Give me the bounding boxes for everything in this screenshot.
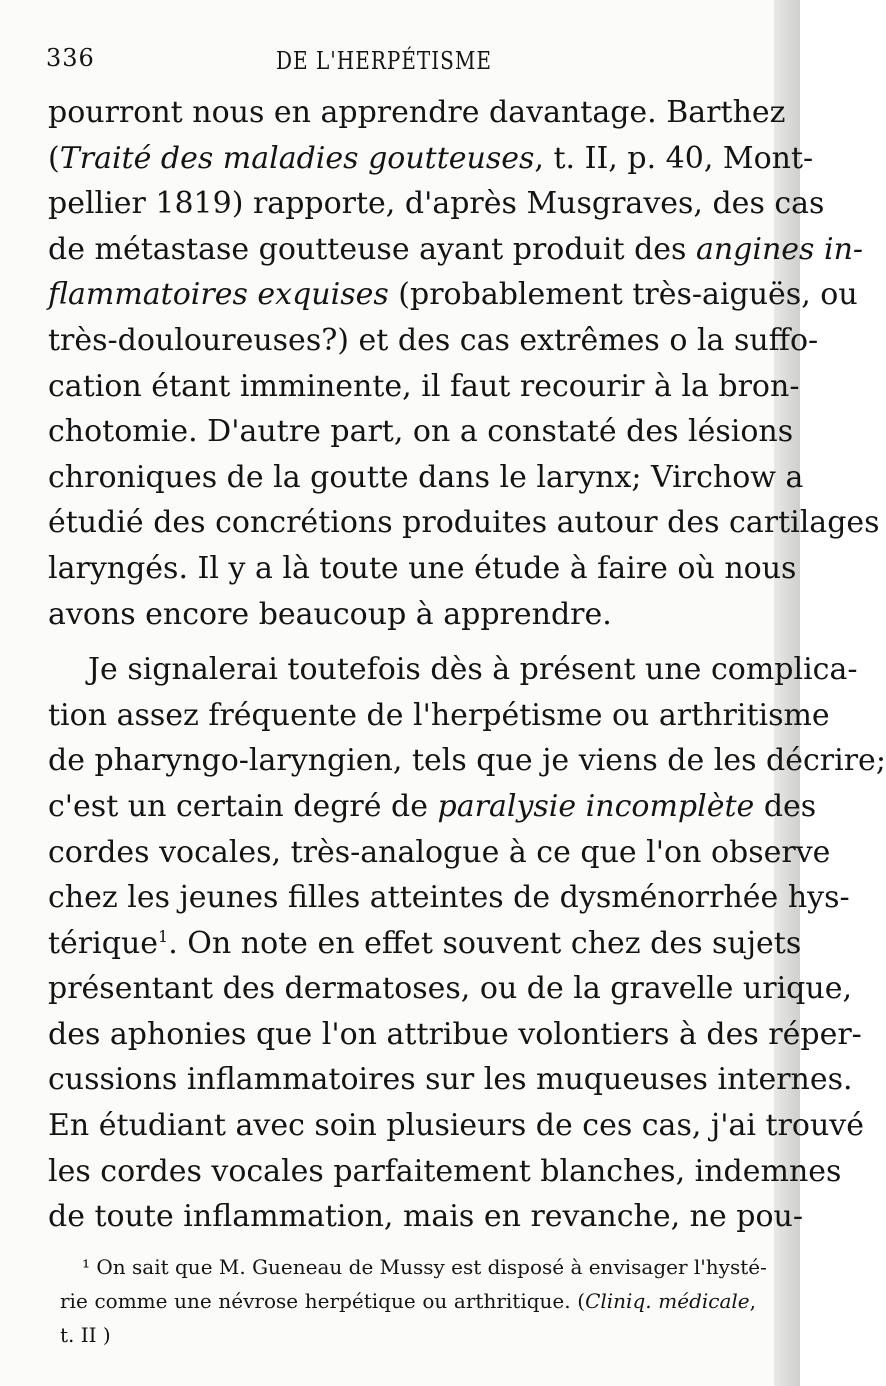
text-line: très-douloureuses?) et des cas extrêmes o la suffo- xyxy=(48,322,819,358)
italic-phrase: flammatoires exquises xyxy=(48,277,389,313)
text-line: cation étant imminente, il faut recourir à la bron- xyxy=(48,368,800,404)
text-line: c'est un certain degré de paralysie incomplète des xyxy=(48,788,817,824)
text-line: tion assez fréquente de l'herpétisme ou arthritisme xyxy=(48,697,830,733)
text-line: avons encore beaucoup à apprendre. xyxy=(48,596,612,632)
footnote xyxy=(60,1250,767,1352)
text-line: cordes vocales, très-analogue à ce que l'on observe xyxy=(48,834,831,870)
text-line: étudié des concrétions produites autour des cartilages xyxy=(48,505,880,541)
text-line: cussions inflammatoires sur les muqueuses internes. xyxy=(48,1062,853,1098)
text-line: pourront nous en apprendre davantage. Barthez xyxy=(48,95,786,130)
text-line: de toute inflammation, mais en revanche, ne pou- xyxy=(48,1199,803,1235)
text-line: de pharyngo-laryngien, tels que je viens de les décrire; xyxy=(48,743,886,779)
paragraph-gap xyxy=(48,637,756,647)
body-text xyxy=(48,90,886,1240)
text-line: chez les jeunes filles atteintes de dysménorrhée hys- xyxy=(48,880,850,916)
page-header xyxy=(46,44,756,76)
text-line: pellier 1819) rapporte, d'après Musgraves, des cas xyxy=(48,186,825,222)
text-line: présentant des dermatoses, ou de la gravelle urique, xyxy=(48,971,852,1007)
text-line: des aphonies que l'on attribue volontiers à des réper- xyxy=(48,1016,862,1052)
footnote-reference: 1 xyxy=(158,926,169,946)
text-line: En étudiant avec soin plusieurs de ces cas, j'ai trouvé xyxy=(48,1108,864,1144)
italic-phrase: paralysie incomplète xyxy=(437,788,755,824)
italic-citation: Cliniq. médicale xyxy=(585,1289,750,1313)
text-line: les cordes vocales parfaitement blanches, indemnes xyxy=(48,1153,842,1189)
running-title: DE L'HERPÉTISME xyxy=(276,46,492,75)
text-line: térique$^1$. On note en effet souvent chez des sujets xyxy=(48,925,802,961)
text-line: flammatoires exquises (probablement très-aiguës, ou xyxy=(48,277,858,313)
text-line: laryngés. Il y a là toute une étude à faire où nous xyxy=(48,550,797,586)
page-number: 336 xyxy=(46,44,95,72)
text-line: chotomie. D'autre part, on a constaté des lésions xyxy=(48,414,794,450)
footnote-line: t. II ) xyxy=(60,1323,111,1347)
italic-title: Traité des maladies goutteuses xyxy=(59,140,535,176)
text-line: de métastase goutteuse ayant produit des angines in- xyxy=(48,231,864,267)
italic-phrase: angines in- xyxy=(695,231,864,267)
text-line: Je signalerai toutefois dès à présent une complica- xyxy=(88,652,858,688)
text-line: chroniques de la goutte dans le larynx; Virchow a xyxy=(48,459,804,495)
footnote-marker: ¹ xyxy=(82,1255,91,1279)
text-line: (Traité des maladies goutteuses, t. II, p. 40, Mont- xyxy=(48,140,814,176)
footnote-line: ¹ On sait que M. Gueneau de Mussy est disposé à envisager l'hysté- xyxy=(82,1255,767,1279)
footnote-line: rie comme une névrose herpétique ou arthritique. (Cliniq. médicale, xyxy=(60,1289,756,1313)
